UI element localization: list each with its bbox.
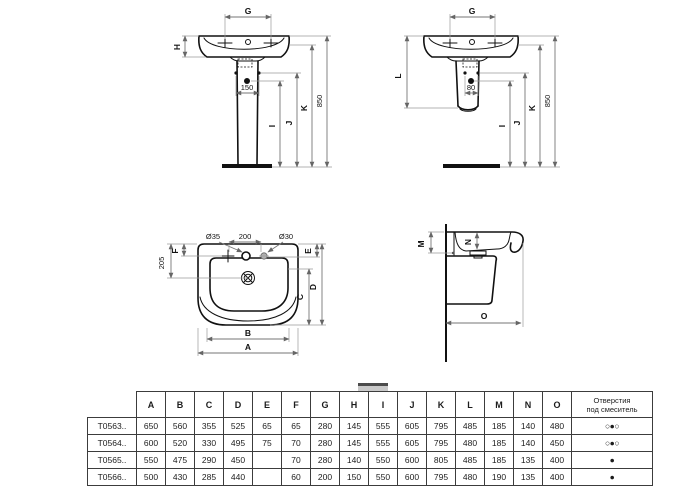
pedestal-base bbox=[222, 164, 272, 168]
spec-value-cell: 140 bbox=[514, 418, 543, 435]
spec-value-cell: 400 bbox=[543, 469, 572, 486]
spec-value-cell bbox=[253, 469, 282, 486]
model-code-cell: T0566.. bbox=[88, 469, 137, 486]
drain-flange bbox=[470, 251, 486, 255]
column-header-d: D bbox=[224, 392, 253, 418]
dim-label-200: 200 bbox=[238, 232, 252, 241]
spec-value-cell: 525 bbox=[224, 418, 253, 435]
spec-value-cell: 475 bbox=[166, 452, 195, 469]
spec-value-cell: 185 bbox=[485, 452, 514, 469]
dim-label-205: 205 bbox=[157, 256, 166, 270]
dim-label-b: B bbox=[244, 328, 252, 338]
spec-value-cell: 450 bbox=[224, 452, 253, 469]
spec-value-cell: 60 bbox=[282, 469, 311, 486]
spec-value-cell: 650 bbox=[137, 418, 166, 435]
spec-value-cell: 150 bbox=[340, 469, 369, 486]
spec-value-cell: 145 bbox=[340, 418, 369, 435]
spec-value-cell: 65 bbox=[282, 418, 311, 435]
spec-value-cell: 480 bbox=[456, 469, 485, 486]
dim-label-g: G bbox=[244, 6, 252, 16]
mixer-holes-header bbox=[572, 392, 653, 418]
column-header-e: E bbox=[253, 392, 282, 418]
spec-table-body bbox=[88, 418, 653, 486]
dim-label-035: Ø35 bbox=[205, 232, 221, 241]
dim-label-c: C bbox=[295, 293, 305, 301]
spec-value-cell: 70 bbox=[282, 435, 311, 452]
spec-value-cell: 480 bbox=[543, 418, 572, 435]
spec-value-cell: 520 bbox=[166, 435, 195, 452]
spec-value-cell: 280 bbox=[311, 435, 340, 452]
dim-label-850: 850 bbox=[315, 94, 324, 108]
spec-value-cell: 495 bbox=[224, 435, 253, 452]
spec-value-cell: 500 bbox=[137, 469, 166, 486]
spec-value-cell: 550 bbox=[137, 452, 166, 469]
shroud-outline bbox=[446, 256, 496, 304]
dim-label-d: D bbox=[308, 283, 318, 291]
spec-value-cell: 430 bbox=[166, 469, 195, 486]
drain-dashed-outline bbox=[463, 59, 477, 67]
spec-value-cell: 485 bbox=[456, 418, 485, 435]
dim-label-o: O bbox=[480, 311, 488, 321]
mixer-holes-cell: ○●○ bbox=[572, 435, 653, 452]
spec-value-cell: 140 bbox=[514, 435, 543, 452]
spec-value-cell: 550 bbox=[369, 452, 398, 469]
front-view-semi-pedestal-drawing bbox=[390, 5, 570, 187]
floor-bar bbox=[443, 164, 500, 168]
column-header-b: B bbox=[166, 392, 195, 418]
spec-value-cell: 550 bbox=[369, 469, 398, 486]
dim-label-n: N bbox=[463, 238, 473, 246]
spec-value-cell: 795 bbox=[427, 435, 456, 452]
spec-value-cell: 190 bbox=[485, 469, 514, 486]
corner-cell bbox=[88, 392, 137, 418]
spec-value-cell: 400 bbox=[543, 452, 572, 469]
column-header-g: G bbox=[311, 392, 340, 418]
spec-value-cell: 560 bbox=[166, 418, 195, 435]
dim-label-i: I bbox=[267, 124, 277, 128]
spec-value-cell: 75 bbox=[253, 435, 282, 452]
spec-value-cell: 605 bbox=[398, 418, 427, 435]
dim-label-j: J bbox=[284, 120, 294, 126]
basin-outline bbox=[424, 36, 518, 57]
model-code-cell: T0565.. bbox=[88, 452, 137, 469]
spec-value-cell: 70 bbox=[282, 452, 311, 469]
spec-table-wrap bbox=[87, 391, 653, 486]
spec-value-cell: 145 bbox=[340, 435, 369, 452]
column-header-j: J bbox=[398, 392, 427, 418]
basin-profile-outer bbox=[446, 232, 523, 252]
spec-value-cell: 605 bbox=[398, 435, 427, 452]
column-header-a: A bbox=[137, 392, 166, 418]
dim-label-k: K bbox=[527, 104, 537, 112]
column-header-l: L bbox=[456, 392, 485, 418]
spec-value-cell: 185 bbox=[485, 418, 514, 435]
model-code-cell: T0563.. bbox=[88, 418, 137, 435]
dim-label-k: K bbox=[299, 104, 309, 112]
table-row bbox=[88, 452, 653, 469]
spec-value-cell: 135 bbox=[514, 452, 543, 469]
spec-value-cell: 65 bbox=[253, 418, 282, 435]
spec-value-cell: 485 bbox=[456, 452, 485, 469]
front-view-pedestal-drawing bbox=[168, 5, 343, 187]
spec-value-cell: 200 bbox=[311, 469, 340, 486]
spec-value-cell: 600 bbox=[398, 452, 427, 469]
column-header-n: N bbox=[514, 392, 543, 418]
model-code-cell: T0564.. bbox=[88, 435, 137, 452]
spec-value-cell: 330 bbox=[195, 435, 224, 452]
column-header-i: I bbox=[369, 392, 398, 418]
dim-label-e: E bbox=[303, 248, 313, 254]
spec-value-cell: 140 bbox=[340, 452, 369, 469]
dim-label-80: 80 bbox=[466, 83, 476, 92]
column-header-m: M bbox=[485, 392, 514, 418]
spec-value-cell bbox=[253, 452, 282, 469]
spec-value-cell: 795 bbox=[427, 418, 456, 435]
basin-outline bbox=[199, 36, 289, 57]
spec-table bbox=[87, 391, 653, 486]
table-row bbox=[88, 469, 653, 486]
top-view-drawing bbox=[155, 213, 340, 368]
spec-value-cell: 185 bbox=[485, 435, 514, 452]
mixer-holes-cell: ● bbox=[572, 469, 653, 486]
table-row bbox=[88, 418, 653, 435]
dim-label-h: H bbox=[172, 43, 182, 51]
mixer-hole-35 bbox=[242, 252, 250, 260]
dim-label-m: M bbox=[416, 240, 426, 248]
dim-label-l: L bbox=[393, 73, 403, 79]
column-header-k: K bbox=[427, 392, 456, 418]
dim-label-f: F bbox=[170, 248, 180, 254]
mixer-holes-header-line: Отверстия bbox=[593, 395, 631, 405]
dim-label-i: I bbox=[497, 124, 507, 128]
dim-label-g: G bbox=[468, 6, 476, 16]
spec-value-cell: 555 bbox=[369, 435, 398, 452]
spec-value-cell: 805 bbox=[427, 452, 456, 469]
spec-value-cell: 450 bbox=[543, 435, 572, 452]
column-header-c: C bbox=[195, 392, 224, 418]
spec-value-cell: 290 bbox=[195, 452, 224, 469]
dim-label-j: J bbox=[512, 120, 522, 126]
spec-value-cell: 600 bbox=[137, 435, 166, 452]
dim-label-a: A bbox=[244, 342, 252, 352]
column-header-o: O bbox=[543, 392, 572, 418]
spec-value-cell: 135 bbox=[514, 469, 543, 486]
side-view-drawing bbox=[418, 213, 558, 368]
dim-label-850: 850 bbox=[543, 94, 552, 108]
column-header-f: F bbox=[282, 392, 311, 418]
spec-value-cell: 280 bbox=[311, 452, 340, 469]
spec-value-cell: 480 bbox=[456, 435, 485, 452]
pedestal-sides bbox=[237, 61, 258, 164]
spec-value-cell: 555 bbox=[369, 418, 398, 435]
spec-value-cell: 440 bbox=[224, 469, 253, 486]
spec-table-head bbox=[88, 392, 653, 418]
column-header-h: H bbox=[340, 392, 369, 418]
mixer-holes-cell: ○●○ bbox=[572, 418, 653, 435]
header-row bbox=[88, 392, 653, 418]
spec-value-cell: 280 bbox=[311, 418, 340, 435]
mixer-holes-cell: ● bbox=[572, 452, 653, 469]
dim-label-030: Ø30 bbox=[278, 232, 294, 241]
mixer-holes-header-line: под смеситель bbox=[586, 404, 638, 414]
spec-value-cell: 355 bbox=[195, 418, 224, 435]
table-row bbox=[88, 435, 653, 452]
spec-value-cell: 795 bbox=[427, 469, 456, 486]
dim-label-150: 150 bbox=[240, 83, 254, 92]
drain-dashed-outline bbox=[238, 59, 252, 67]
spec-value-cell: 285 bbox=[195, 469, 224, 486]
spec-value-cell: 600 bbox=[398, 469, 427, 486]
